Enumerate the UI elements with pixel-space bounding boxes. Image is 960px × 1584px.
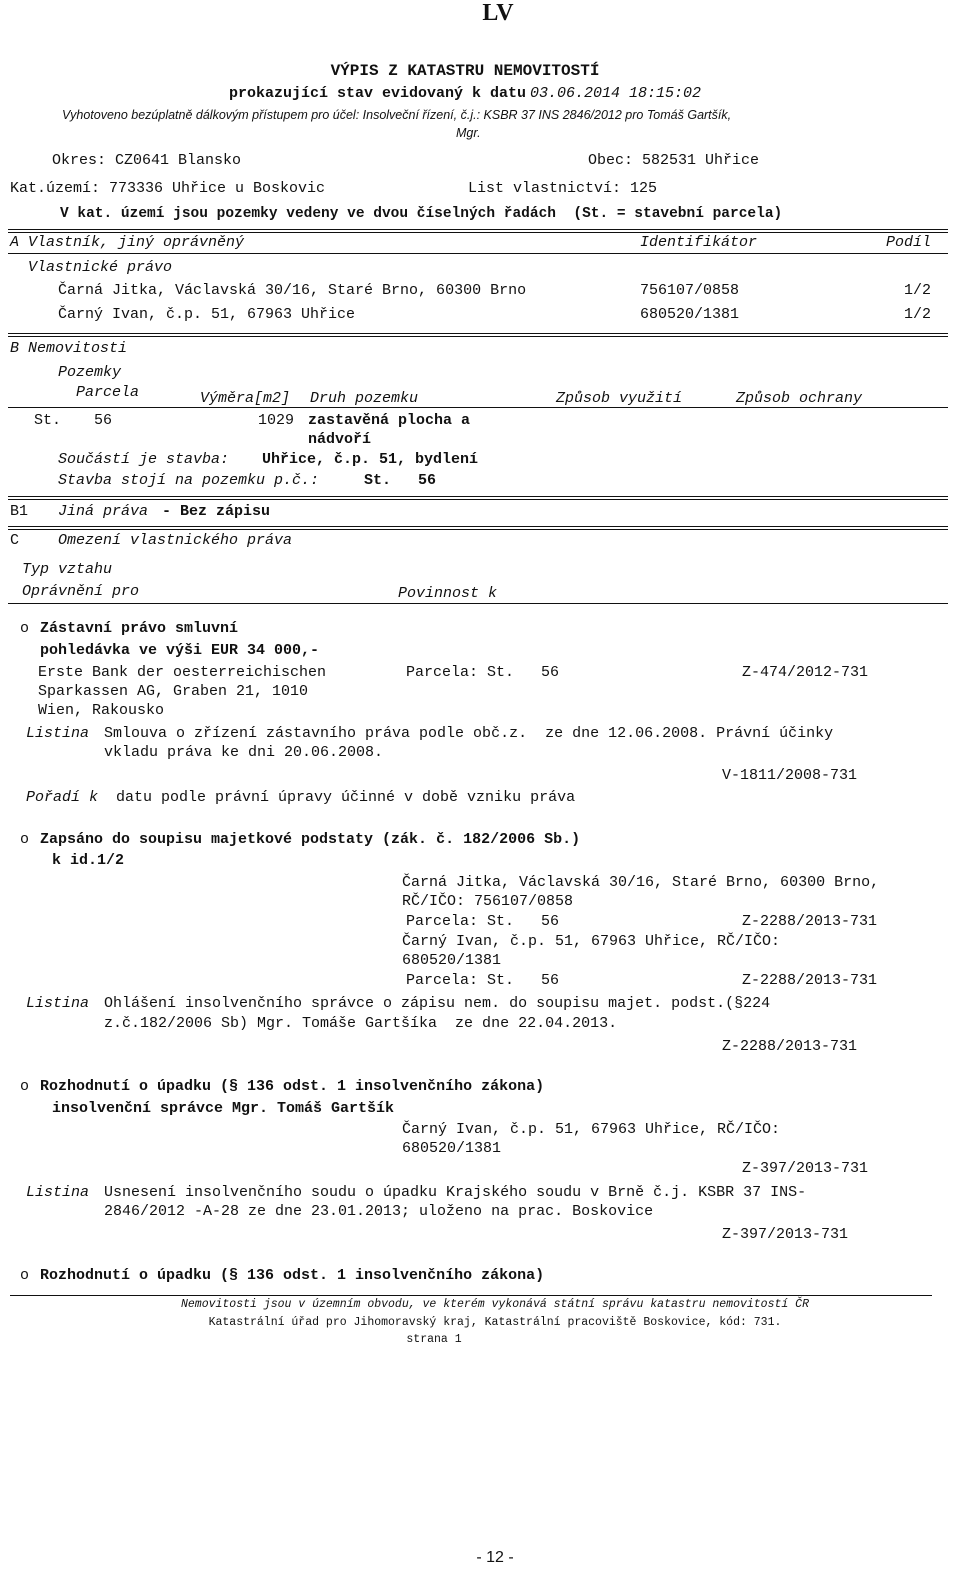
entry3-p-1: Čarný Ivan, č.p. 51, 67963 Uhřice, RČ/IČO:	[402, 1121, 781, 1138]
soucasti-value: Uhřice, č.p. 51, bydlení	[262, 451, 479, 468]
divider	[8, 407, 948, 408]
entry1-poradi-value: datu podle právní úpravy účinné v době vzniku práva	[116, 789, 576, 806]
section-b1-header: Jiná práva	[58, 503, 149, 520]
page-header: LV	[482, 0, 514, 26]
issued-line-2: Mgr.	[456, 126, 481, 140]
col-druh: Druh pozemku	[310, 390, 419, 407]
entry3-listina-1: Usnesení insolvenčního soudu o úpadku Krajského soudu v Brně č.j. KSBR 37 INS-	[104, 1184, 807, 1201]
subtitle-prefix: prokazující stav evidovaný k datu	[228, 85, 527, 102]
entry1-poradi-label: Pořadí k	[26, 789, 99, 806]
section-b-header: B Nemovitosti	[10, 340, 128, 357]
parcel-type: zastavěná plocha a	[308, 412, 471, 429]
kat-uzemi: Kat.území: 773336 Uhřice u Boskovic	[10, 180, 326, 197]
entry3-title: Rozhodnutí o úpadku (§ 136 odst. 1 insolvenčního zákona)	[40, 1078, 545, 1095]
entry2-p1-1: Čarná Jitka, Václavská 30/16, Staré Brno, 60300 Brno,	[402, 874, 880, 891]
footer-line-2: Katastrální úřad pro Jihomoravský kraj, Katastrální pracoviště Boskovice, kód: 731.	[208, 1316, 782, 1329]
bullet-icon: o	[20, 1267, 30, 1284]
parcel-type-cont: nádvoří	[308, 431, 372, 448]
section-b1-value: - Bez zápisu	[162, 503, 271, 520]
entry2-p2-ref: Z-2288/2013-731	[742, 972, 878, 989]
section-c-label: C	[10, 532, 20, 549]
entry3-p-2: 680520/1381	[402, 1140, 502, 1157]
footer-line-1: Nemovitosti jsou v územním obvodu, ve kterém vykonává státní správu katastru nemovitostí ČR	[180, 1298, 809, 1311]
entry2-title: Zapsáno do soupisu majetkové podstaty (zák. č. 182/2006 Sb.)	[40, 831, 581, 848]
entry2-listina-label: Listina	[26, 995, 90, 1012]
divider	[8, 229, 948, 233]
entry2-p2-2: 680520/1381	[402, 952, 502, 969]
owner-name: Čarná Jitka, Václavská 30/16, Staré Brno, 60300 Brno	[58, 282, 527, 299]
entry2-p1-ref: Z-2288/2013-731	[742, 913, 878, 930]
entry1-line2: pohledávka ve výši EUR 34 000,-	[40, 642, 320, 659]
entry2-p1-2: RČ/IČO: 756107/0858	[402, 893, 574, 910]
entry3-listina-label: Listina	[26, 1184, 90, 1201]
entry2-p2-1: Čarný Ivan, č.p. 51, 67963 Uhřice, RČ/IČO:	[402, 933, 781, 950]
col-podil: Podíl	[886, 234, 932, 251]
subtitle	[0, 84, 930, 102]
entry3-ref: Z-397/2013-731	[742, 1160, 869, 1177]
divider	[8, 526, 948, 530]
entry2-ref3: Z-2288/2013-731	[722, 1038, 858, 1055]
issued-line-1: Vyhotoveno bezúplatně dálkovým přístupem pro účel: Insolveční řízení, č.j.: KSBR 37 INS 2846/2012 pro Tomáš Gartšík,	[62, 108, 732, 122]
col-vymera: Výměra[m2]	[200, 390, 291, 407]
col-identifikator: Identifikátor	[640, 234, 758, 251]
owner-share: 1/2	[904, 306, 932, 323]
obec: Obec: 582531 Uhřice	[588, 152, 760, 169]
entry1-ref2: V-1811/2008-731	[722, 767, 858, 784]
entry1-creditor-3: Wien, Rakousko	[38, 702, 165, 719]
entry2-line2: k id.1/2	[52, 852, 125, 869]
entry4-title: Rozhodnutí o úpadku (§ 136 odst. 1 insolvenčního zákona)	[40, 1267, 545, 1284]
col-parcela: Parcela	[76, 384, 140, 401]
stavba-label: Stavba stojí na pozemku p.č.:	[58, 472, 320, 489]
entry1-listina-2: vkladu práva ke dni 20.06.2008.	[104, 744, 384, 761]
col-vyuziti: Způsob využití	[556, 390, 683, 407]
section-a-subheader: Vlastnické právo	[28, 259, 173, 276]
divider	[8, 333, 948, 337]
okres: Okres: CZ0641 Blansko	[52, 152, 242, 169]
entry2-p2-parcel: Parcela: St. 56	[406, 972, 560, 989]
document-title: VÝPIS Z KATASTRU NEMOVITOSTÍ	[330, 62, 600, 80]
col-ochrany: Způsob ochrany	[736, 390, 863, 407]
entry3-line2: insolvenční správce Mgr. Tomáš Gartšík	[52, 1100, 395, 1117]
bullet-icon: o	[20, 620, 30, 637]
entry2-listina-2: z.č.182/2006 Sb) Mgr. Tomáše Gartšíka ze dne 22.04.2013.	[104, 1015, 618, 1032]
divider	[8, 253, 948, 254]
entry1-ref: Z-474/2012-731	[742, 664, 869, 681]
owner-id: 680520/1381	[640, 306, 740, 323]
section-a-header: A Vlastník, jiný oprávněný	[10, 234, 245, 251]
entry3-listina-2: 2846/2012 -A-28 ze dne 23.01.2013; uloženo na prac. Boskovice	[104, 1203, 654, 1220]
entry1-listina-1: Smlouva o zřízení zástavního práva podle obč.z. ze dne 12.06.2008. Právní účinky	[104, 725, 834, 742]
entry2-p1-parcel: Parcela: St. 56	[406, 913, 560, 930]
entry1-creditor-2: Sparkassen AG, Graben 21, 1010	[38, 683, 309, 700]
entry3-ref2: Z-397/2013-731	[722, 1226, 849, 1243]
page-number: - 12 -	[476, 1549, 514, 1566]
owner-share: 1/2	[904, 282, 932, 299]
col-typ-vztahu: Typ vztahu	[22, 561, 113, 578]
entry2-listina-1: Ohlášení insolvenčního správce o zápisu nem. do soupisu majet. podst.(§224	[104, 995, 771, 1012]
entry1-title: Zástavní právo smluvní	[40, 620, 239, 637]
owner-name: Čarný Ivan, č.p. 51, 67963 Uhřice	[58, 306, 356, 323]
section-c-header: Omezení vlastnického práva	[58, 532, 293, 549]
parcel-st: St.	[34, 412, 62, 429]
parcel-number: 56	[94, 412, 113, 429]
divider	[8, 603, 948, 604]
entry1-listina-label: Listina	[26, 725, 90, 742]
owner-id: 756107/0858	[640, 282, 740, 299]
pozemky-label: Pozemky	[58, 364, 122, 381]
divider	[8, 496, 948, 500]
col-povinnost: Povinnost k	[398, 585, 498, 602]
col-opravneni: Oprávnění pro	[22, 583, 140, 600]
subtitle-date: 03.06.2014 18:15:02	[530, 85, 702, 102]
pozemky-note: V kat. území jsou pozemky vedeny ve dvou číselných řadách (St. = stavební parcela)	[60, 206, 783, 222]
entry1-creditor-1: Erste Bank der oesterreichischen	[38, 664, 327, 681]
footer-divider	[10, 1295, 932, 1296]
soucasti-label: Součástí je stavba:	[58, 451, 230, 468]
parcel-area: 1029	[258, 412, 295, 429]
section-b1-label: B1	[10, 503, 29, 520]
list-vlastnictvi: List vlastnictví: 125	[468, 180, 658, 197]
stavba-value: St. 56	[364, 472, 437, 489]
footer-page: strana 1	[406, 1333, 462, 1346]
bullet-icon: o	[20, 1078, 30, 1095]
entry1-parcel: Parcela: St. 56	[406, 664, 560, 681]
bullet-icon: o	[20, 831, 30, 848]
